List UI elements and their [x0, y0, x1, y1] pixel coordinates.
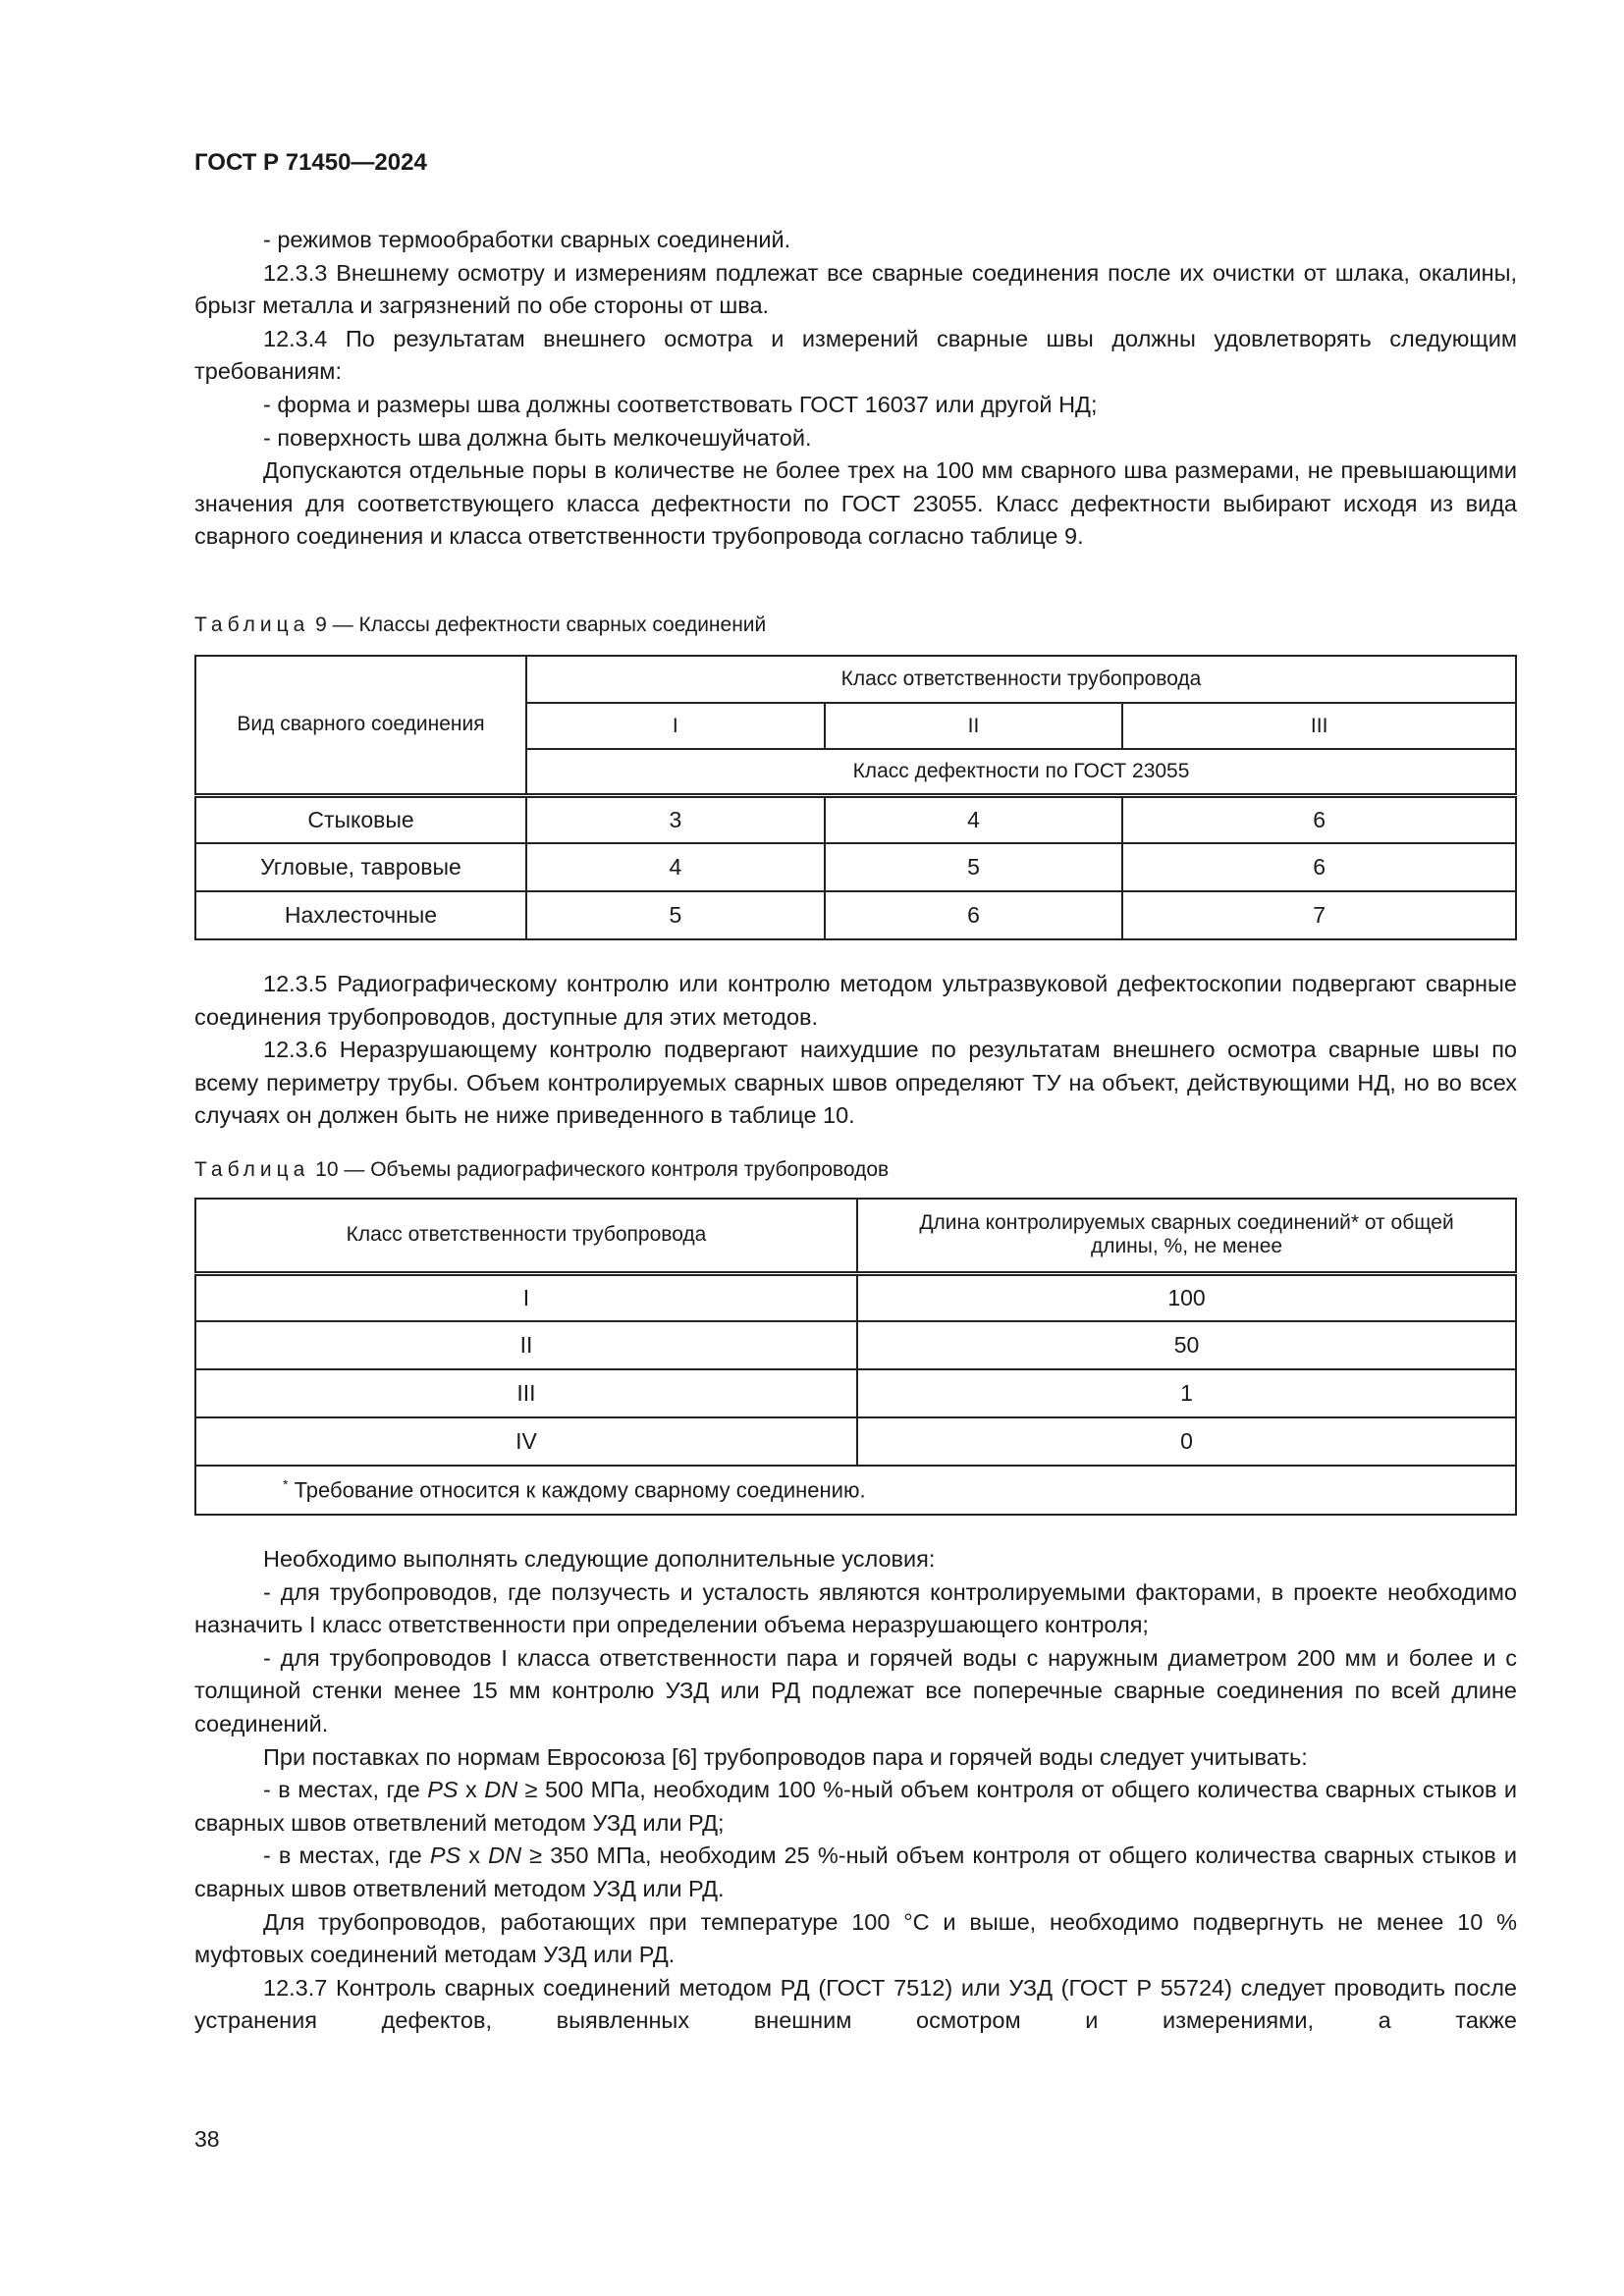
text: ≥ 350 МПа, необходим 25 %-ный объем контроля от общего количества сварных стыков и сварных швов ответвлений методом УЗД или РД. — [194, 1842, 1517, 1901]
header-cell: Класс ответственности трубопровода — [195, 1199, 857, 1273]
cell: Угловые, тавровые — [195, 843, 526, 891]
table-9 — [194, 655, 1517, 940]
cell: 6 — [1122, 795, 1516, 843]
caption-word: Таблица — [194, 614, 310, 636]
paragraph: 12.3.5 Радиографическому контролю или контролю методом ультразвуковой дефектоскопии подвергают сварные соединения трубопроводов, доступные для этих методов. — [194, 971, 1517, 1030]
middle-text — [194, 968, 1517, 1133]
table-row — [195, 891, 1516, 939]
cell: 4 — [526, 843, 825, 891]
intro-text — [194, 224, 1517, 554]
cell: 50 — [857, 1321, 1516, 1369]
cell: 1 — [857, 1369, 1516, 1417]
footnote-text: Требование относится к каждому сварному соединению. — [288, 1477, 866, 1503]
paragraph: - для трубопроводов I класса ответственности пара и горячей воды с наружным диаметром 200 мм и более и с толщиной стенки менее 15 мм контролю УЗД или РД подлежат все поперечные сварные соединения по всей длине соединений. — [194, 1644, 1517, 1736]
header-cell: Вид сварного соединения — [195, 656, 526, 795]
cell: 5 — [526, 891, 825, 939]
cell: Нахлесточные — [195, 891, 526, 939]
header-cell: Длина контролируемых сварных соединений* от общей длины, %, не менее — [857, 1199, 1516, 1273]
cell: 7 — [1122, 891, 1516, 939]
paragraph: - форма и размеры шва должны соответствовать ГОСТ 16037 или другой НД; — [263, 391, 1098, 417]
header-cell: Класс дефектности по ГОСТ 23055 — [526, 749, 1516, 795]
page-number: 38 — [194, 2126, 220, 2152]
symbol-dn: DN — [484, 1777, 518, 1803]
caption-word: Таблица — [194, 1158, 310, 1181]
paragraph: - для трубопроводов, где ползучесть и усталость являются контролируемыми факторами, в проекте необходимо назначить I класс ответственности при определении объема неразрушающего контроля; — [194, 1578, 1517, 1638]
table-row — [195, 1369, 1516, 1417]
paragraph: - режимов термообработки сварных соединений. — [263, 227, 791, 252]
cell: II — [195, 1321, 857, 1369]
table-footnote — [195, 1466, 1516, 1515]
paragraph: Необходимо выполнять следующие дополнительные условия: — [263, 1546, 936, 1572]
paragraph: 12.3.4 По результатам внешнего осмотра и измерений сварные швы должны удовлетворять следующим требованиям: — [194, 325, 1517, 385]
table10-caption — [194, 1158, 889, 1182]
cell: 6 — [1122, 843, 1516, 891]
footnote-mark: * — [283, 1476, 289, 1493]
cell: 5 — [825, 843, 1123, 891]
outro-text — [194, 1543, 1517, 2038]
header-cell: Класс ответственности трубопровода — [526, 656, 1516, 703]
cell: I — [195, 1273, 857, 1321]
text: ≥ 500 МПа, необходим 100 %-ный объем контроля от общего количества сварных стыков и сварных швов ответвлений методом УЗД или РД; — [194, 1777, 1518, 1836]
table-10 — [194, 1198, 1517, 1516]
table-row — [195, 1417, 1516, 1466]
cell: III — [195, 1369, 857, 1417]
cell: 3 — [526, 795, 825, 843]
table-row — [195, 1321, 1516, 1369]
header-cell: III — [1122, 703, 1516, 749]
header-cell: I — [526, 703, 825, 749]
cell: 4 — [825, 795, 1123, 843]
cell: 100 — [857, 1273, 1516, 1321]
caption-text: 9 — Классы дефектности сварных соединений — [309, 614, 767, 636]
table9-caption — [194, 614, 766, 637]
paragraph — [194, 1774, 1517, 1840]
paragraph: Допускаются отдельные поры в количестве не более трех на 100 мм сварного шва размерами, не превышающими значения для соответствующего класса дефектности по ГОСТ 23055. Класс дефектности выбирают исходя из вида сварного соединения и класса ответственности трубопровода согласно таблице 9. — [194, 457, 1517, 550]
text: x — [460, 1842, 489, 1869]
table-row — [195, 795, 1516, 843]
symbol-ps: PS — [427, 1777, 459, 1803]
paragraph: Для трубопроводов, работающих при температуре 100 °С и выше, необходимо подвергнуть не менее 10 % муфтовых соединений методам УЗД или РД. — [194, 1908, 1517, 1968]
cell: Стыковые — [195, 795, 526, 843]
paragraph: 12.3.6 Неразрушающему контролю подвергают наихудшие по результатам внешнего осмотра сварные швы по всему периметру трубы. Объем контролируемых сварных швов определяют ТУ на объект, действующими НД, но во всех случаях он должен быть не ниже приведенного в таблице 10. — [194, 1037, 1517, 1129]
table-row — [195, 843, 1516, 891]
text: - в местах, где — [263, 1777, 428, 1803]
text: x — [458, 1777, 485, 1803]
paragraph: 12.3.7 Контроль сварных соединений методом РД (ГОСТ 7512) или УЗД (ГОСТ Р 55724) следует проводить после устранения дефектов, выявленных внешним осмотром и измерениями, а также — [194, 1974, 1517, 2034]
document-header: ГОСТ Р 71450—2024 — [194, 149, 427, 176]
cell: 0 — [857, 1417, 1516, 1466]
paragraph: - поверхность шва должна быть мелкочешуйчатой. — [263, 424, 812, 451]
table-row — [195, 1273, 1516, 1321]
header-cell: II — [825, 703, 1123, 749]
paragraph — [194, 1840, 1517, 1905]
caption-text: 10 — Объемы радиографического контроля трубопроводов — [309, 1158, 890, 1181]
paragraph: 12.3.3 Внешнему осмотру и измерениям подлежат все сварные соединения после их очистки от шлака, окалины, брызг металла и загрязнений по обе стороны от шва. — [194, 259, 1517, 319]
cell: IV — [195, 1417, 857, 1466]
cell: 6 — [825, 891, 1123, 939]
symbol-dn: DN — [488, 1842, 522, 1869]
symbol-ps: PS — [429, 1842, 461, 1869]
paragraph: При поставках по нормам Евросоюза [6] трубопроводов пара и горячей воды следует учитывать: — [263, 1743, 1308, 1770]
text: - в местах, где — [263, 1842, 430, 1869]
